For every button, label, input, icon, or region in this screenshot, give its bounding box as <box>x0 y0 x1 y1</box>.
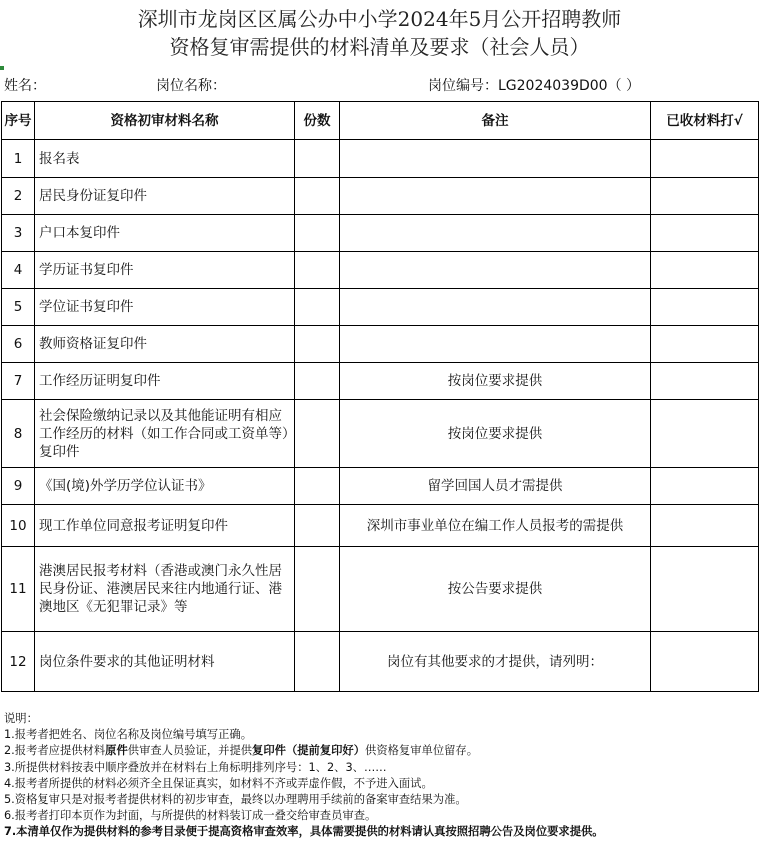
note-item: 3.所提供材料按表中顺序叠放并在材料右上角标明排列序号：1、2、3、…… <box>4 760 387 774</box>
received-check-cell[interactable] <box>651 289 758 325</box>
material-name: 工作经历证明复印件 <box>39 373 161 389</box>
row-number: 5 <box>13 299 23 315</box>
remarks-cell <box>340 140 650 177</box>
row-number: 2 <box>13 188 23 204</box>
received-check-cell[interactable] <box>651 505 758 546</box>
received-check-cell[interactable] <box>651 326 758 362</box>
remarks-cell <box>340 289 650 325</box>
received-check-cell[interactable] <box>651 632 758 691</box>
remarks-cell <box>340 252 650 288</box>
notes-heading: 说明： <box>4 712 38 725</box>
received-check-cell[interactable] <box>651 252 758 288</box>
row-number: 4 <box>13 262 23 278</box>
copies-cell[interactable] <box>295 505 339 546</box>
cell-corner-marker <box>0 66 4 70</box>
remarks-cell <box>340 178 650 214</box>
received-check-cell[interactable] <box>651 178 758 214</box>
position-label: 岗位名称： <box>156 78 226 94</box>
remarks-cell: 深圳市事业单位在编工作人员报考的需提供 <box>366 517 624 534</box>
copies-cell[interactable] <box>295 289 339 325</box>
remarks-cell <box>340 215 650 251</box>
material-name: 居民身份证复印件 <box>39 188 147 204</box>
row-number: 10 <box>9 517 27 534</box>
header-copies: 份数 <box>303 112 331 129</box>
copies-cell[interactable] <box>295 363 339 399</box>
position-code-label: 岗位编号：LG2024039D00（ ） <box>428 78 641 94</box>
table-gridline <box>1 691 759 692</box>
copies-cell[interactable] <box>295 547 339 631</box>
note-item: 2.报考者应提供材料原件供审查人员验证，并提供复印件（提前复印好）供资格复审单位留存。 <box>4 744 479 758</box>
row-number: 6 <box>13 336 23 352</box>
received-check-cell[interactable] <box>651 547 758 631</box>
material-name: 学历证书复印件 <box>39 262 134 278</box>
copies-cell[interactable] <box>295 326 339 362</box>
material-name: 学位证书复印件 <box>39 299 134 315</box>
header-remarks: 备注 <box>481 112 509 129</box>
header-no: 序号 <box>4 112 32 129</box>
copies-cell[interactable] <box>295 215 339 251</box>
material-name: 岗位条件要求的其他证明材料 <box>39 653 215 670</box>
notes-section <box>4 711 604 841</box>
row-number: 12 <box>9 653 27 670</box>
remarks-cell: 按公告要求提供 <box>447 581 543 597</box>
row-number: 7 <box>13 373 23 389</box>
received-check-cell[interactable] <box>651 400 758 467</box>
material-name: 社会保险缴纳记录以及其他能证明有相应工作经历的材料（如工作合同或工资单等）复印件 <box>39 407 289 460</box>
copies-cell[interactable] <box>295 400 339 467</box>
received-check-cell[interactable] <box>651 363 758 399</box>
header-received-check: 已收材料打√ <box>666 112 743 129</box>
row-number: 9 <box>13 478 23 494</box>
material-name: 《国(境)外学历学位认证书》 <box>39 478 212 494</box>
header-material-name: 资格初审材料名称 <box>110 112 219 129</box>
page-title-line1: 深圳市龙岗区区属公办中小学2024年5月公开招聘教师 <box>137 7 622 31</box>
copies-cell[interactable] <box>295 252 339 288</box>
page-title-line2: 资格复审需提供的材料清单及要求（社会人员） <box>169 35 590 59</box>
remarks-cell: 岗位有其他要求的才提供，请列明： <box>387 653 603 670</box>
note-item: 1.报考者把姓名、岗位名称及岗位编号填写正确。 <box>4 728 253 742</box>
copies-cell[interactable] <box>295 140 339 177</box>
material-name: 现工作单位同意报考证明复印件 <box>39 517 228 534</box>
received-check-cell[interactable] <box>651 140 758 177</box>
remarks-cell: 留学回国人员才需提供 <box>427 478 563 494</box>
received-check-cell[interactable] <box>651 468 758 504</box>
remarks-cell: 按岗位要求提供 <box>447 425 543 442</box>
material-name: 教师资格证复印件 <box>39 336 147 352</box>
material-name: 港澳居民报考材料（香港或澳门永久性居民身份证、港澳居民来往内地通行证、港澳地区《无犯罪记录》等 <box>39 563 282 615</box>
row-number: 11 <box>9 581 27 597</box>
copies-cell[interactable] <box>295 468 339 504</box>
remarks-cell <box>340 326 650 362</box>
note-item: 4.报考者所提供的材料必须齐全且保证真实，如材料不齐或弄虚作假，不予进入面试。 <box>4 776 433 790</box>
received-check-cell[interactable] <box>651 215 758 251</box>
note-item: 7.本清单仅作为提供材料的参考目录便于提高资格审查效率，具体需要提供的材料请认真按照招聘公告及岗位要求提供。 <box>4 825 604 839</box>
row-number: 8 <box>13 425 23 442</box>
copies-cell[interactable] <box>295 178 339 214</box>
note-item: 6.报考者打印本页作为封面，与所提供的材料装订成一叠交给审查员审查。 <box>4 809 377 823</box>
copies-cell[interactable] <box>295 632 339 691</box>
note-item: 5.资格复审只是对报考者提供材料的初步审查，最终以办理聘用手续前的备案审查结果为准。 <box>4 793 467 807</box>
material-name: 报名表 <box>39 150 80 167</box>
remarks-cell: 按岗位要求提供 <box>447 373 543 389</box>
row-number: 1 <box>13 150 23 167</box>
name-label: 姓名： <box>4 78 46 94</box>
row-number: 3 <box>13 225 23 241</box>
material-name: 户口本复印件 <box>39 225 120 241</box>
